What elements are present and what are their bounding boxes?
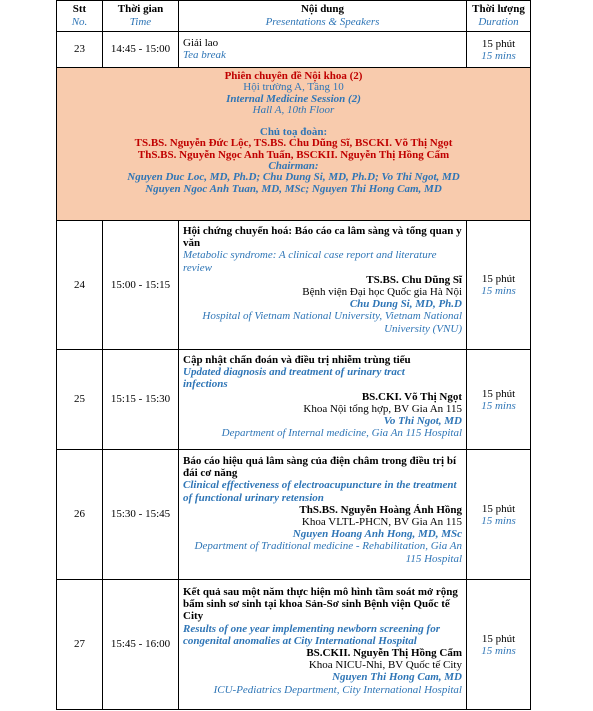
header-content-label: Nội dung: [300, 3, 345, 15]
row-number: 24: [57, 221, 103, 349]
table-row: [56, 580, 531, 710]
speaker-affiliation-en: ICU-Pediatrics Department, City International Hospital: [213, 683, 462, 696]
chair-label: Chủ toạ đoàn:: [259, 126, 328, 139]
duration-label: 15 phút: [481, 37, 516, 50]
session-location-en: Hall A, 10th Floor: [252, 103, 335, 116]
table-header-row: [56, 0, 531, 32]
row-number: 27: [57, 580, 103, 709]
row-time: 15:00 - 15:15: [103, 221, 179, 349]
table-row: [56, 350, 531, 450]
speaker-name-en: Nguyen Hoang Anh Hong, MD, MSc: [292, 528, 462, 541]
session-block: [56, 68, 531, 221]
chair-en-line-2: Nguyen Ngoc Anh Tuan, MD, MSc; Nguyen Thi Hong Cam, MD: [145, 182, 442, 195]
speaker-affiliation: Khoa Nội tổng hợp, BV Gia An 115: [303, 402, 462, 415]
chair-line-1: TS.BS. Nguyễn Đức Lộc, TS.BS. Chu Dũng Sĩ, BSCKI. Võ Thị Ngọt: [134, 137, 453, 150]
talk-title-en: Results of one year implementing newborn screening for congenital anomalies at City International Hospital: [183, 622, 440, 647]
row-duration: [467, 32, 530, 67]
table-row: [56, 221, 531, 350]
table-row: [56, 32, 531, 68]
header-duration-label: Thời lượng: [472, 3, 525, 15]
speaker-name: TS.BS. Chu Dũng Sĩ: [366, 273, 462, 286]
duration-label-en: 15 mins: [481, 49, 516, 62]
row-content: [179, 450, 467, 579]
row-duration: [467, 580, 530, 709]
header-duration-en: Duration: [478, 16, 519, 28]
duration-label-en: 15 mins: [481, 399, 516, 412]
speaker-affiliation-en: Department of Internal medicine, Gia An 115 Hospital: [221, 427, 462, 440]
duration-label: 15 phút: [481, 632, 516, 645]
header-stt-label: Stt: [72, 3, 87, 15]
chair-line-2: ThS.BS. Nguyễn Ngọc Anh Tuấn, BSCKII. Nguyễn Thị Hồng Cẩm: [137, 148, 450, 161]
talk-title-en: Metabolic syndrome: A clinical case report and literature review: [183, 249, 437, 274]
talk-title: Cập nhật chẩn đoán và điều trị nhiễm trùng tiểu: [183, 354, 411, 366]
row-duration: [467, 450, 530, 579]
header-time-label: Thời gian: [117, 3, 164, 15]
speaker-name: BS.CKII. Nguyễn Thị Hồng Cẩm: [306, 647, 462, 660]
row-duration: [467, 350, 530, 449]
chair-label-en: Chairman:: [268, 160, 319, 173]
break-title-en: Tea break: [183, 49, 226, 62]
speaker-name-en: Nguyen Thi Hong Cam, MD: [332, 671, 462, 684]
speaker-affiliation-en: Hospital of Vietnam National University, Vietnam National University (VNU): [202, 310, 462, 335]
header-content-en: Presentations & Speakers: [265, 16, 380, 28]
schedule-table: [56, 0, 531, 710]
talk-title-en: Clinical effectiveness of electroacupuncture in the treatment of functional urinary retension: [183, 479, 457, 504]
header-content: [179, 1, 467, 31]
talk-title: Kết quả sau một năm thực hiện mô hình tầm soát mở rộng bẩm sinh sơ sinh tại khoa Sản-Sơ sinh Bệnh viện Quốc tế City: [183, 586, 458, 623]
row-number: 25: [57, 350, 103, 449]
speaker-name: ThS.BS. Nguyễn Hoàng Ánh Hồng: [299, 503, 462, 516]
duration-label: 15 phút: [481, 273, 516, 285]
talk-title: Hội chứng chuyển hoá: Báo cáo ca lâm sàng và tổng quan y văn: [183, 225, 462, 250]
speaker-name: BS.CKI. Võ Thị Ngọt: [361, 390, 462, 403]
row-duration: [467, 221, 530, 349]
chair-en-line-1: Nguyen Duc Loc, MD, Ph.D; Chu Dung Si, MD, Ph.D; Vo Thi Ngot, MD: [127, 171, 460, 184]
speaker-name-en: Chu Dung Si, MD, Ph.D: [349, 298, 462, 311]
table-row: [56, 450, 531, 580]
duration-label-en: 15 mins: [481, 285, 516, 297]
header-time-en: Time: [129, 16, 152, 28]
speaker-affiliation: Khoa NICU-Nhi, BV Quốc tế City: [308, 659, 462, 672]
session-title-en: Internal Medicine Session (2): [226, 92, 361, 105]
duration-label: 15 phút: [481, 387, 516, 400]
speaker-affiliation: Khoa VLTL-PHCN, BV Gia An 115: [301, 516, 462, 529]
row-content: [179, 221, 467, 349]
row-content: [179, 32, 467, 67]
row-content: [179, 350, 467, 449]
session-title: Phiên chuyên đề Nội khoa (2): [224, 70, 363, 82]
break-title: Giải lao: [183, 37, 219, 49]
session-location: Hội trường A, Tầng 10: [243, 81, 344, 94]
row-number: 26: [57, 450, 103, 579]
header-time: [103, 1, 179, 31]
duration-label: 15 phút: [481, 502, 516, 515]
talk-title: Báo cáo hiệu quả lâm sàng của điện châm trong điều trị bí đái cơ năng: [183, 455, 456, 480]
row-content: [179, 580, 467, 709]
header-stt-en: No.: [71, 16, 88, 28]
header-duration: [467, 1, 530, 31]
row-time: 15:45 - 16:00: [103, 580, 179, 709]
speaker-affiliation-en: Department of Traditional medicine - Rehabilitation, Gia An 115 Hospital: [194, 540, 462, 565]
speaker-name-en: Vo Thi Ngot, MD: [383, 415, 462, 428]
speaker-affiliation: Bệnh viện Đại học Quốc gia Hà Nội: [302, 286, 462, 299]
duration-label-en: 15 mins: [481, 514, 516, 527]
row-time: 14:45 - 15:00: [103, 32, 179, 67]
row-number: 23: [57, 32, 103, 67]
duration-label-en: 15 mins: [481, 644, 516, 657]
row-time: 15:30 - 15:45: [103, 450, 179, 579]
header-stt: [57, 1, 103, 31]
row-time: 15:15 - 15:30: [103, 350, 179, 449]
talk-title-en: Updated diagnosis and treatment of urinary tract infections: [183, 366, 405, 391]
